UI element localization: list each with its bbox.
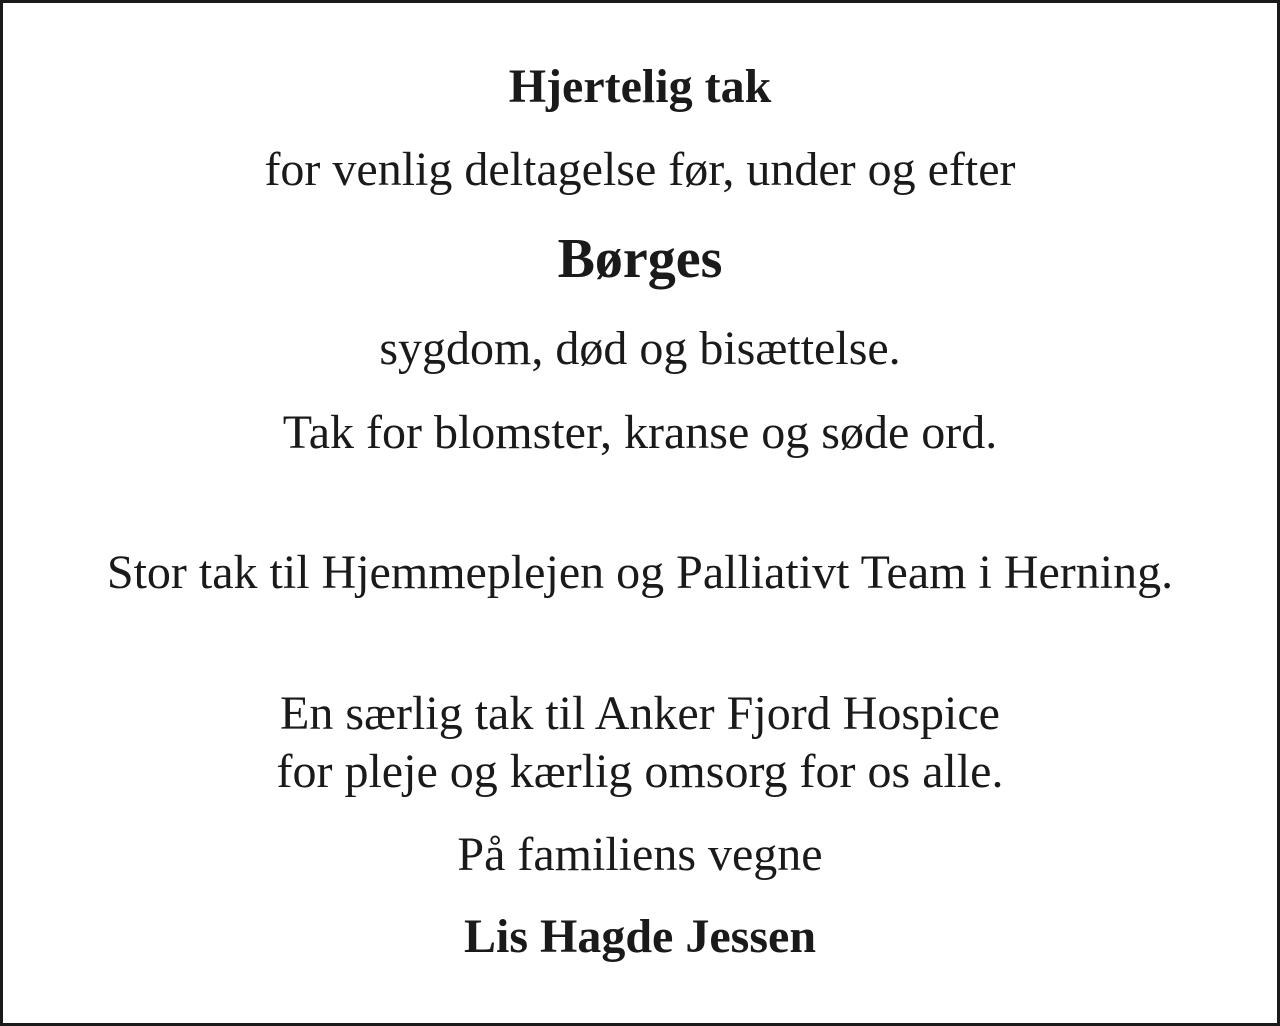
hospice-thanks-line-2: for pleje og kærlig omsorg for os alle.: [276, 745, 1004, 798]
hospice-thanks-line-1: En særlig tak til Anker Fjord Hospice: [280, 687, 1000, 740]
on-behalf-line: På familiens vegne: [457, 828, 823, 881]
notice-heading: Hjertelig tak: [508, 60, 772, 113]
signature: Lis Hagde Jessen: [463, 910, 817, 963]
events-line: sygdom, død og bisættelse.: [379, 322, 901, 375]
homecare-thanks-line: Stor tak til Hjemmeplejen og Palliativt Team i Herning.: [106, 546, 1174, 599]
participation-line: for venlig deltagelse før, under og efter: [264, 143, 1016, 196]
deceased-name: Børges: [557, 228, 723, 290]
flowers-thanks-line: Tak for blomster, kranse og søde ord.: [282, 406, 998, 459]
